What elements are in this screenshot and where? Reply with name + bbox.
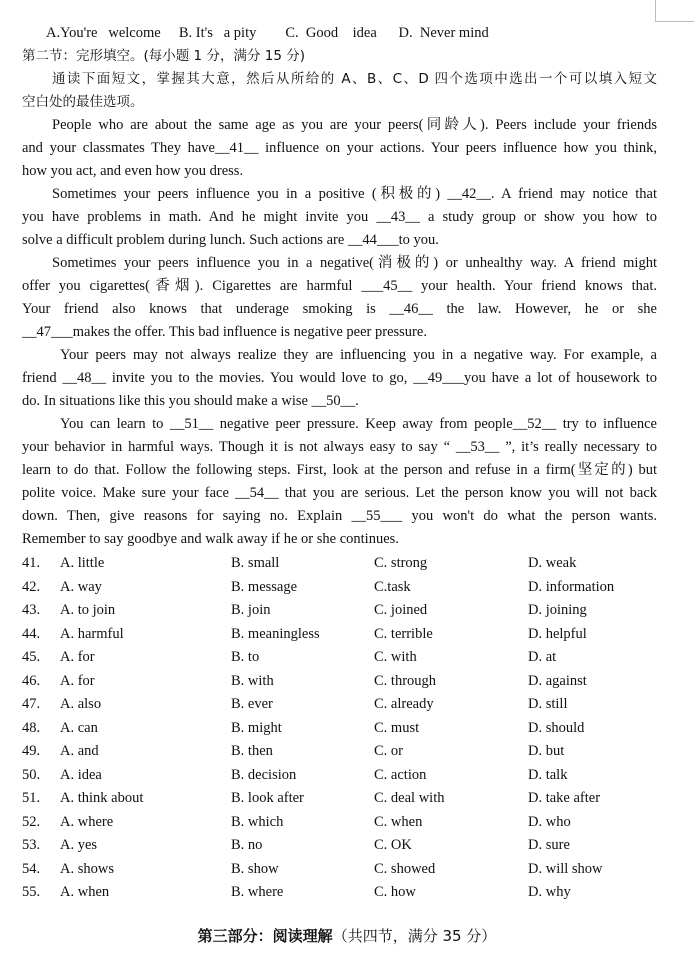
- question-row: [22, 881, 662, 905]
- option-d: D. who: [528, 813, 571, 830]
- option-a: A. little: [60, 555, 105, 571]
- option-a: A. shows: [60, 860, 114, 877]
- option-b: B. no: [231, 837, 263, 853]
- question-row: [22, 623, 662, 647]
- option-b: B. where: [231, 884, 284, 900]
- option-d: D. joining: [528, 602, 587, 618]
- paragraph-line: and your classmates They have__41__ influence on your actions. Your peers influence how you think,: [22, 140, 657, 156]
- paragraph-line: People who are about the same age as you are your peers(同龄人). Peers include your friends: [52, 117, 657, 133]
- instructions-line: 通读下面短文，掌握其大意，然后从所给的 A、B、C、D 四个选项中选出一个可以填入短文: [52, 71, 657, 87]
- question-number: 48.: [22, 719, 41, 736]
- option-c: C. strong: [374, 555, 428, 571]
- paragraph-line: __47___makes the offer. This bad influence is negative peer pressure.: [22, 324, 427, 340]
- option-a: A. for: [60, 672, 95, 689]
- paragraph-line: Sometimes your peers influence you in a negative(消极的) or unhealthy way. A friend might: [52, 255, 657, 271]
- option-d: D. information: [528, 578, 615, 595]
- option-a: A. where: [60, 813, 114, 830]
- option-c: C. showed: [374, 860, 436, 877]
- option-d: D. why: [528, 884, 571, 900]
- question-row: [22, 740, 662, 764]
- paragraph-line: how you act, and even how you dress.: [22, 163, 244, 179]
- option-c: C. or: [374, 743, 403, 759]
- question-row: [22, 764, 662, 788]
- option-d: D. weak: [528, 555, 577, 571]
- option-a: A. also: [60, 696, 102, 712]
- paragraph-line: friend __48__ invite you to the movies. You would love to go, __49___you have a lot of housework to: [22, 370, 657, 386]
- question-row: [22, 646, 662, 670]
- option-a: A. and: [60, 743, 99, 759]
- option-a: A. think about: [60, 790, 144, 806]
- option-c: C. already: [374, 696, 434, 712]
- option-c: C. deal with: [374, 790, 445, 806]
- question-number: 43.: [22, 602, 41, 618]
- option-a: A. when: [60, 884, 110, 900]
- question-row: [22, 858, 662, 882]
- option-b: B. small: [231, 555, 280, 571]
- question-row: [22, 599, 662, 623]
- answer-options-table: [22, 552, 662, 905]
- paragraph-line: down. Then, give reasons for saying no. Explain __55___ you won't do what the person wants.: [22, 508, 657, 524]
- option-c: C. with: [374, 649, 417, 665]
- question-number: 54.: [22, 860, 41, 877]
- option-a: A. way: [60, 578, 102, 595]
- paragraph-line: learn to do that. Follow the following steps. First, look at the person and refuse in a firm(坚定的) but: [22, 462, 657, 478]
- option-b: B. then: [231, 743, 273, 759]
- question-row: [22, 693, 662, 717]
- part-three-title: [0, 925, 694, 946]
- cloze-passage: [22, 22, 657, 551]
- paragraph-line: Your peers may not always realize they are influencing you in a negative way. For example, a: [60, 347, 657, 363]
- option-d: D. take after: [528, 790, 601, 806]
- option-d: D. against: [528, 672, 587, 689]
- option-b: B. decision: [231, 766, 297, 783]
- option-a: A. idea: [60, 766, 102, 783]
- question-row: [22, 670, 662, 694]
- option-d: D. still: [528, 696, 568, 712]
- paragraph-line: polite voice. Make sure your face __54__ that you are serious. Let the person know you will not back: [22, 485, 657, 501]
- option-b: B. which: [231, 813, 284, 830]
- option-d: D. helpful: [528, 625, 587, 642]
- question-row: [22, 811, 662, 835]
- paragraph-line: your behavior in harmful ways. Though it is not always easy to say “ __53__ ”, it’s really necessary to: [22, 439, 657, 455]
- paragraph-line: Your friend also knows that underage smoking is __46__ the law. However, he or she: [22, 301, 657, 317]
- option-d: D. at: [528, 649, 557, 665]
- question-number: 52.: [22, 813, 41, 830]
- part-title-bold: 第三部分：阅读理解: [197, 927, 333, 945]
- paragraph-line: You can learn to __51__ negative peer pressure. Keep away from people__52__ try to influence: [60, 416, 657, 432]
- option-c: C. when: [374, 813, 423, 830]
- paragraph-line: Sometimes your peers influence you in a positive (积极的) __42__. A friend may notice that: [52, 186, 657, 202]
- question-number: 45.: [22, 649, 41, 665]
- paragraph-line: Remember to say goodbye and walk away if he or she continues.: [22, 531, 399, 547]
- option-b: B. message: [231, 578, 298, 595]
- question-number: 46.: [22, 672, 41, 689]
- option-c: C. action: [374, 766, 427, 783]
- option-d: D. sure: [528, 837, 570, 853]
- option-c: C. OK: [374, 837, 412, 853]
- option-d: D. should: [528, 719, 585, 736]
- option-a: A. yes: [60, 837, 98, 853]
- question-number: 49.: [22, 743, 41, 759]
- paragraph-line: solve a difficult problem during lunch. Such actions are __44___to you.: [22, 232, 439, 248]
- option-b: B. to: [231, 649, 260, 665]
- question-row: [22, 552, 662, 576]
- option-b: B. show: [231, 860, 279, 877]
- question-number: 42.: [22, 578, 41, 595]
- part-title-rest: （共四节，满分 35 分）: [332, 927, 497, 945]
- option-c: C. joined: [374, 602, 428, 618]
- question-number: 47.: [22, 696, 41, 712]
- option-a: A. can: [60, 719, 98, 736]
- question-row: [22, 787, 662, 811]
- previous-question-options: A.You're welcome B. It's a pity C. Good idea D. Never mind: [46, 25, 489, 41]
- question-number: 41.: [22, 555, 41, 571]
- option-a: A. harmful: [60, 625, 124, 642]
- paragraph-line: you have problems in math. And he might invite you __43__ a study group or show you how to: [22, 209, 657, 225]
- option-d: D. but: [528, 743, 565, 759]
- option-b: B. might: [231, 719, 282, 736]
- question-row: [22, 576, 662, 600]
- option-d: D. talk: [528, 766, 568, 783]
- section-heading: 第二节：完形填空。(每小题 1 分，满分 15 分): [22, 48, 305, 64]
- paragraph-line: offer you cigarettes(香烟). Cigarettes are harmful ___45__ your health. Your friend knows that.: [22, 278, 657, 294]
- option-b: B. ever: [231, 696, 273, 712]
- instructions-line: 空白处的最佳选项。: [22, 94, 144, 110]
- option-b: B. with: [231, 672, 274, 689]
- question-row: [22, 834, 662, 858]
- option-c: C. terrible: [374, 625, 433, 642]
- question-number: 50.: [22, 766, 41, 783]
- question-row: [22, 717, 662, 741]
- option-d: D. will show: [528, 860, 603, 877]
- option-b: B. meaningless: [231, 625, 320, 642]
- option-c: C. must: [374, 719, 420, 736]
- option-c: C. how: [374, 884, 416, 900]
- option-a: A. for: [60, 649, 95, 665]
- page-corner-mark: [655, 0, 694, 22]
- question-number: 44.: [22, 625, 41, 642]
- option-c: C.task: [374, 578, 411, 595]
- question-number: 53.: [22, 837, 41, 853]
- option-b: B. join: [231, 602, 271, 618]
- paragraph-line: do. In situations like this you should make a wise __50__.: [22, 393, 359, 409]
- option-c: C. through: [374, 672, 437, 689]
- option-a: A. to join: [60, 602, 116, 618]
- question-number: 51.: [22, 790, 41, 806]
- question-number: 55.: [22, 884, 41, 900]
- option-b: B. look after: [231, 790, 304, 806]
